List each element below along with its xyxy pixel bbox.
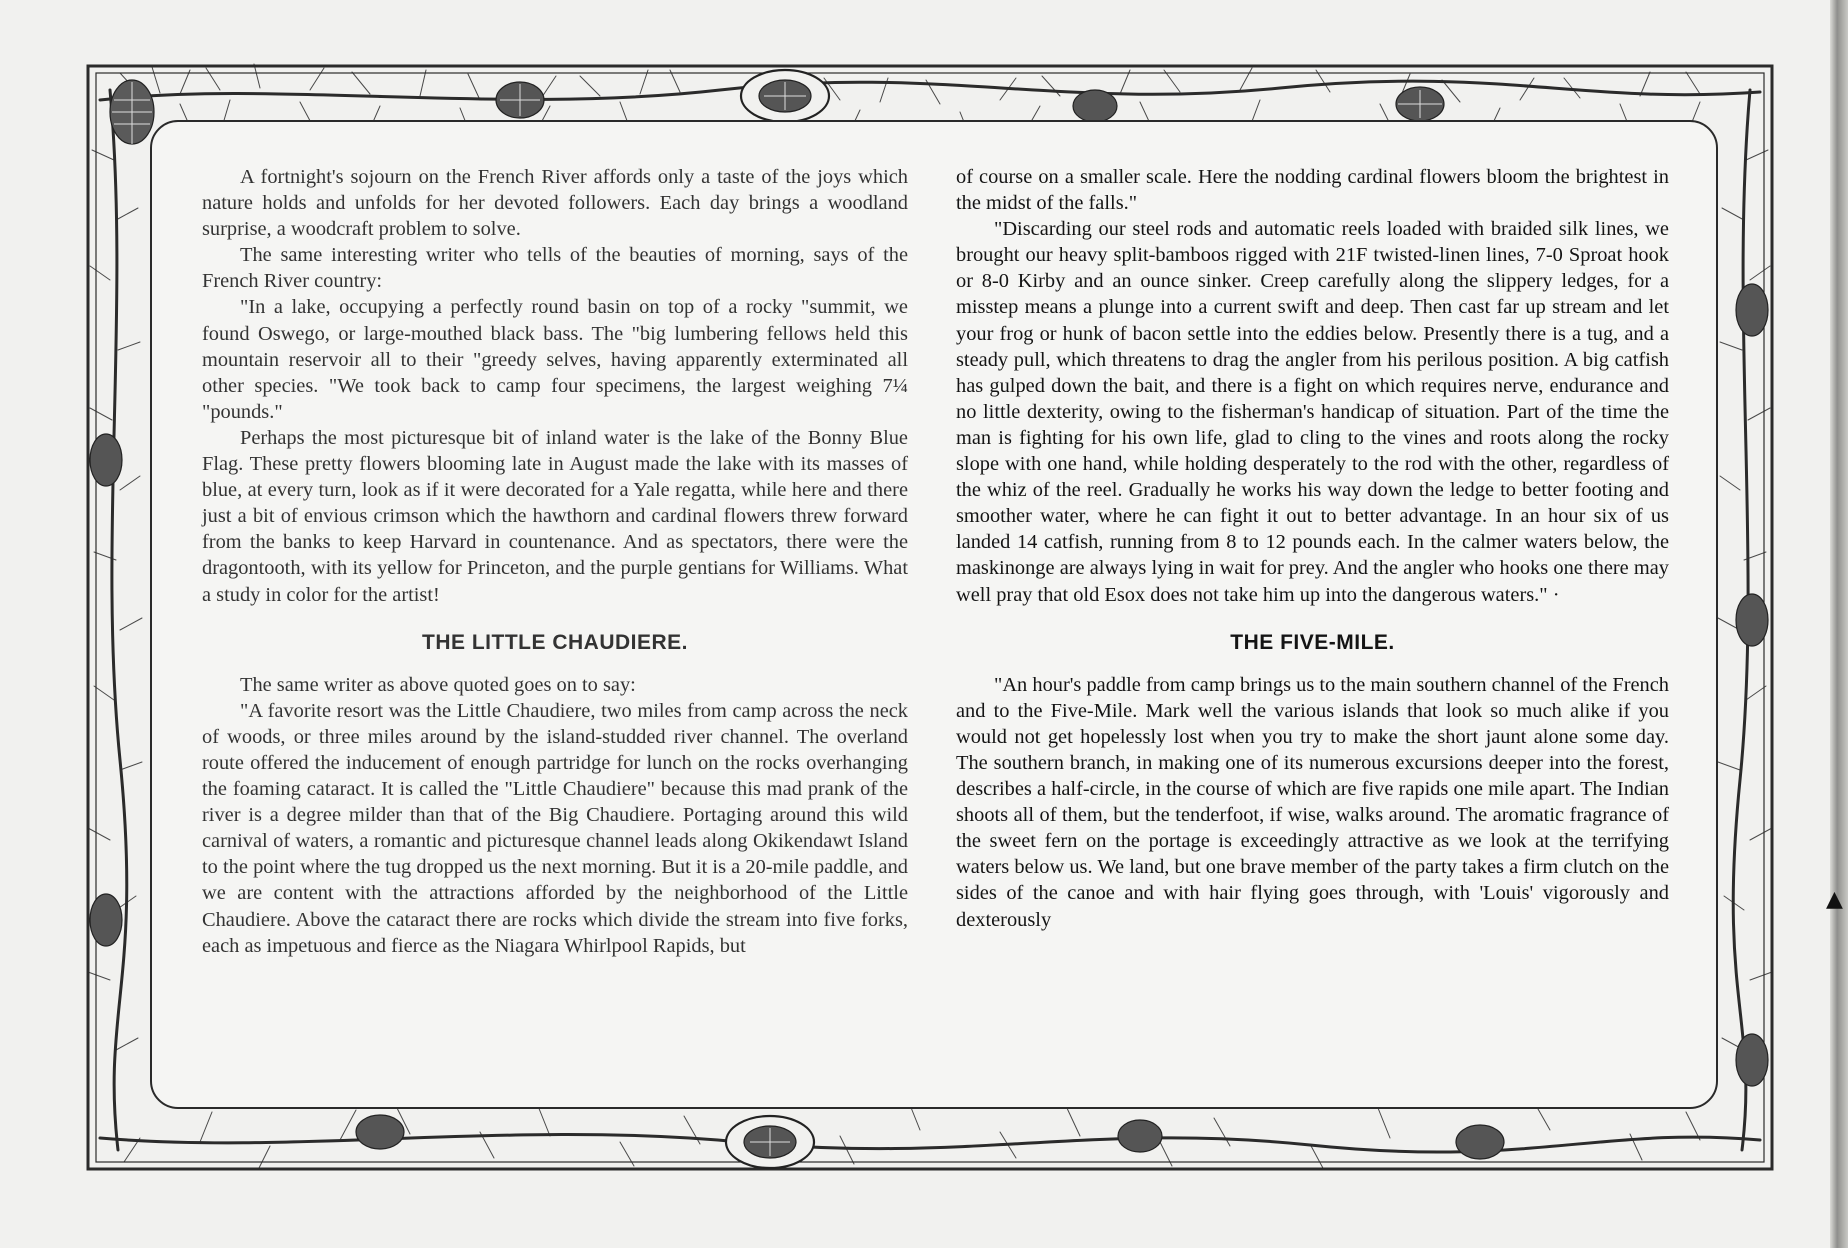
paragraph: "In a lake, occupying a perfectly round basin on top of a rocky "summit, we found Oswego, or large-mouthed black bass. The "big lumbering fellows held this mountain reservoir all to their "greedy selves, having apparently exterminated all other species. "We took back to camp four specimens, the largest weighing 7¼ "pounds." [202, 296, 908, 423]
paragraph: The same writer as above quoted goes on to say: [240, 673, 636, 696]
paragraph: of course on a smaller scale. Here the nodding cardinal flowers bloom the brightest in the midst of the falls." [956, 166, 1669, 215]
paragraph: "A favorite resort was the Little Chaudiere, two miles from camp across the neck of woods, or three miles around by the island-studded river channel. The overland route offered the inducement of enough partridge for lunch on the rocks overhanging the foaming cataract. It is called the "Little Chaudiere" because this mad prank of the river is a degree milder than that of the Big Chaudiere. Portaging around this wild carnival of waters, a romantic and picturesque channel leads along Okikendawt Island to the point where the tug dropped us the next morning. But it is a 20-mile paddle, and we are content with the attractions afforded by the neighborhood of the Little Chaudiere. Above the cataract there are rocks which divide the stream into five forks, each as impetuous and fierce as the Niagara Whirlpool Rapids, but [202, 699, 908, 957]
section-heading-little-chaudiere: THE LITTLE CHAUDIERE. [422, 630, 688, 654]
left-column [202, 164, 908, 959]
paragraph: A fortnight's sojourn on the French River affords only a taste of the joys which nature holds and unfolds for her devoted followers. Each day brings a woodland surprise, a woodcraft problem to solve. [202, 166, 908, 241]
paragraph: "Discarding our steel rods and automatic reels loaded with braided silk lines, we brought our heavy split-bamboos rigged with 21F twisted-linen lines, 7-0 Sproat hook or 8-0 Kirby and an ounce sinker. Creep carefully along the slippery ledges, for a misstep means a plunge into a current swift and deep. Then cast far up stream and let your frog or hunk of bacon settle into the eddies below. Presently there is a tug, and a steady pull, which threatens to drag the angler from his perilous position. A big catfish has gulped down the bait, and there is a fight on which requires nerve, endurance and no little dexterity, owing to the fisherman's handicap of situation. Part of the time the man is fighting for his own life, glad to cling to the vines and roots along the rocky slope with one hand, while holding desperately to the rod with the other, regardless of the whiz of the reel. Gradually he works his way down the ledge to better footing and smoother water, where he can fight it out to better advantage. In an hour six of us landed 14 catfish, running from 8 to 12 pounds each. In the calmer waters below, the maskinonge are always lying in wait for prey. And the angler who hooks one there may well pray that old Esox does not take him up into the dangerous waters." · [956, 218, 1669, 606]
pine-cone-icon [110, 80, 154, 144]
paragraph: Perhaps the most picturesque bit of inland water is the lake of the Bonny Blue Flag. These pretty flowers blooming late in August made the lake with its masses of blue, at every turn, look as if it were decorated for a Yale regatta, while here and there just a bit of envious crimson which the hawthorn and cardinal flowers threw forward from the banks to keep Harvard in countenance. And as spectators, there were the dragontooth, with its yellow for Princeton, and the purple gentians for Williams. What a study in color for the artist! [202, 426, 908, 606]
page-edge [1830, 0, 1848, 1248]
paragraph: The same interesting writer who tells of the beauties of morning, says of the French River country: [202, 244, 908, 293]
paragraph: "An hour's paddle from camp brings us to the main southern channel of the French and to the Five-Mile. Mark well the various islands that look so much alike if you would not get hopelessly lost when you try to make the short jaunt alone some day. The southern branch, in making one of its numerous excursions deeper into the forest, describes a half-circle, in the course of which are five rapids one mile apart. The Indian shoots all of them, but the tenderfoot, if wise, walks around. The aromatic fragrance of the sweet fern on the portage is exceedingly attractive as we look at the terrifying waters below us. We land, but one brave member of the party takes a firm clutch on the sides of the canoe and with hair flying goes through, with 'Louis' vigorously and dexterously [956, 673, 1669, 931]
arrow-marker-icon: ▲ [1826, 887, 1843, 912]
right-column [956, 164, 1669, 933]
section-heading-five-mile: THE FIVE-MILE. [1230, 630, 1395, 654]
